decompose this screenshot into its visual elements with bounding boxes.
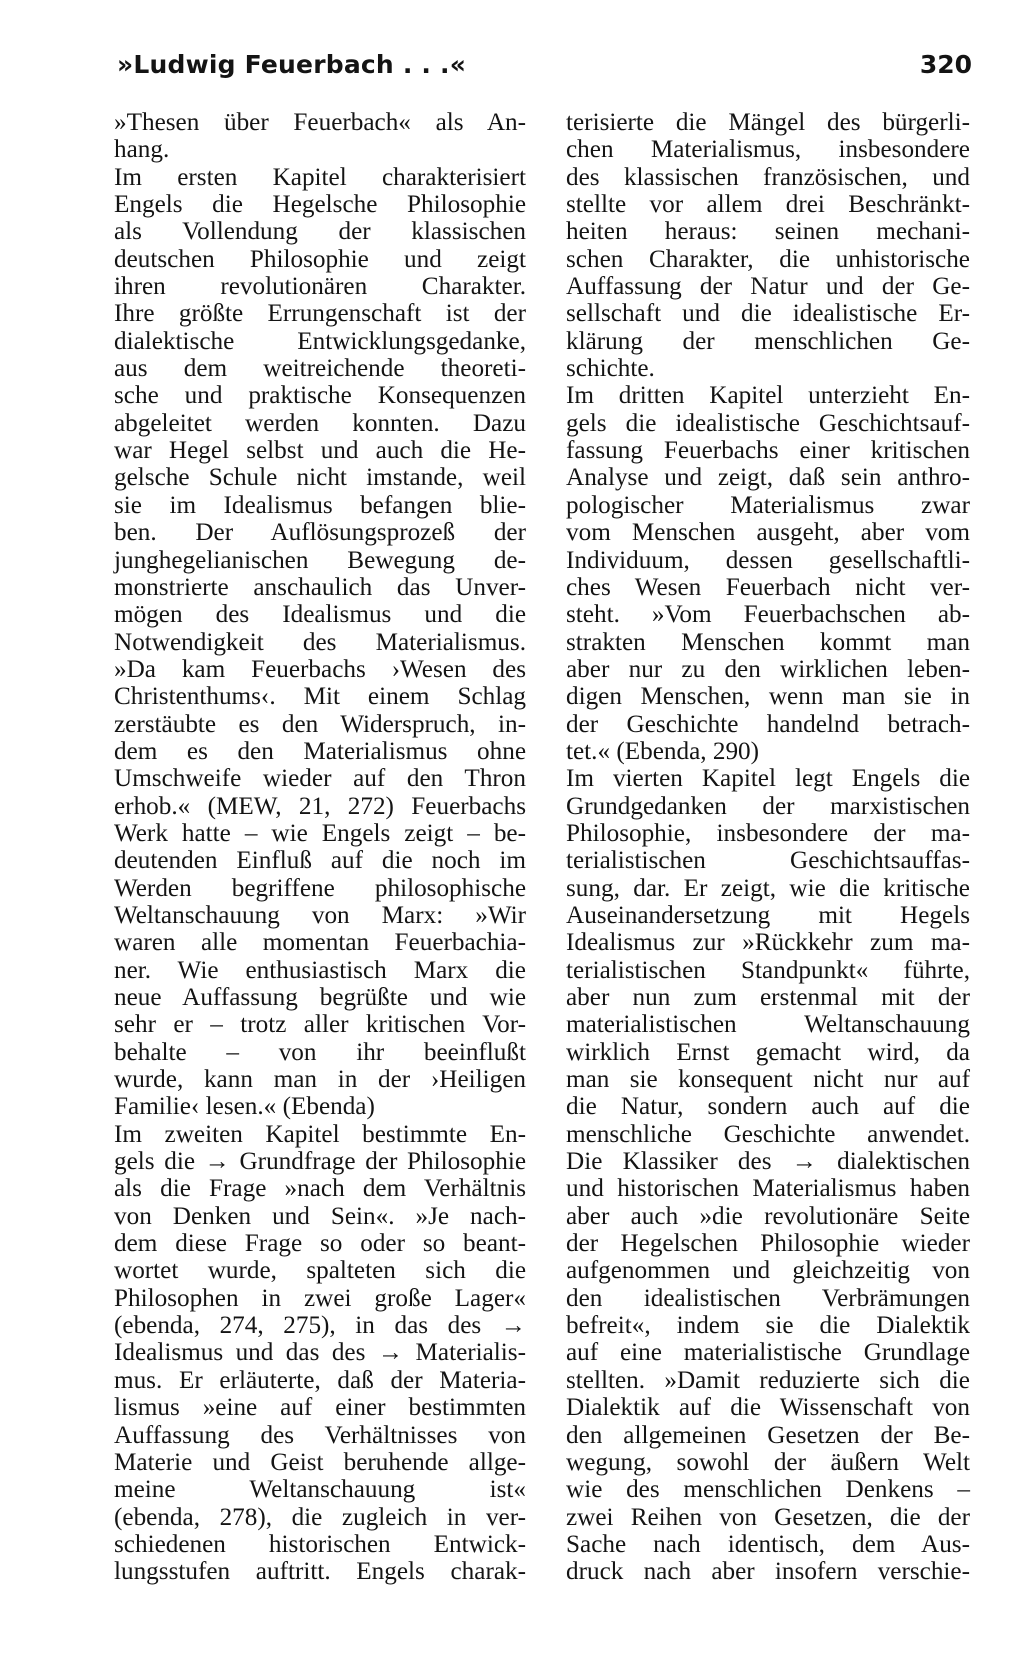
text-line: Ihre größte Errungenschaft ist der	[114, 300, 526, 328]
text-line: Im zweiten Kapitel bestimmte En-	[114, 1120, 526, 1148]
text-line: Christenthums‹. Mit einem Schlag	[114, 683, 526, 711]
text-line: ihren revolutionären Charakter.	[114, 273, 526, 301]
text-line: dem es den Materialismus ohne	[114, 737, 526, 765]
text-line: junghegelianischen Bewegung de-	[114, 546, 526, 574]
text-line: terialistischen Standpunkt« führte,	[566, 956, 970, 984]
text-line: Philosophie, insbesondere der ma-	[566, 819, 970, 847]
running-title: »Ludwig Feuerbach . . .«	[117, 50, 467, 79]
text-line: Auffassung des Verhältnisses von	[114, 1421, 526, 1449]
left-column	[114, 109, 526, 1586]
text-line: sie im Idealismus befangen blie-	[114, 491, 526, 519]
text-line: schichte.	[566, 355, 655, 383]
text-line: Engels die Hegelsche Philosophie	[114, 191, 526, 219]
text-line: und historischen Materialismus haben	[566, 1175, 970, 1203]
text-line: der Geschichte handelnd betrach-	[566, 710, 970, 738]
text-line: behalte – von ihr beeinflußt	[114, 1038, 526, 1066]
text-line: schiedenen historischen Entwick-	[114, 1530, 526, 1558]
text-line: ches Wesen Feuerbach nicht ver-	[566, 573, 970, 601]
text-line: chen Materialismus, insbesondere	[566, 136, 970, 164]
text-line: wie des menschlichen Denkens –	[566, 1476, 970, 1504]
text-line: tet.« (Ebenda, 290)	[566, 737, 760, 765]
text-line: von Denken und Sein«. »Je nach-	[114, 1202, 526, 1230]
text-line: waren alle momentan Feuerbachia-	[114, 929, 526, 957]
text-line: monstrierte anschaulich das Unver-	[114, 573, 526, 601]
text-line: Philosophen in zwei große Lager«	[114, 1284, 526, 1312]
text-line: dem diese Frage so oder so beant-	[114, 1230, 526, 1258]
text-line: war Hegel selbst und auch die He-	[114, 437, 526, 465]
text-line: »Da kam Feuerbachs ›Wesen des	[114, 655, 526, 683]
text-line: druck nach aber insofern verschie-	[566, 1558, 970, 1586]
text-line: aber auch »die revolutionäre Seite	[566, 1202, 970, 1230]
text-line: aufgenommen und gleichzeitig von	[566, 1257, 970, 1285]
text-line: der Hegelschen Philosophie wieder	[566, 1230, 970, 1258]
text-line: mus. Er erläuterte, daß der Materia-	[114, 1366, 526, 1394]
text-line: sung, dar. Er zeigt, wie die kritische	[566, 874, 970, 902]
text-line: Grundgedanken der marxistischen	[566, 792, 970, 820]
text-line: zerstäubte es den Widerspruch, in-	[114, 710, 526, 738]
text-line: (ebenda, 274, 275), in das des →	[114, 1312, 526, 1340]
text-line: Werk hatte – wie Engels zeigt – be-	[114, 819, 526, 847]
text-line: ner. Wie enthusiastisch Marx die	[114, 956, 526, 984]
text-line: Weltanschauung von Marx: »Wir	[114, 901, 526, 929]
text-line: ben. Der Auflösungsprozeß der	[114, 519, 526, 547]
text-line: terialistischen Geschichtsauffas-	[566, 847, 970, 875]
text-line: abgeleitet werden konnten. Dazu	[114, 409, 526, 437]
text-line: sche und praktische Konsequenzen	[114, 382, 526, 410]
text-line: aus dem weitreichende theoreti-	[114, 355, 526, 383]
text-line: gels die → Grundfrage der Philosophie	[114, 1148, 526, 1176]
text-line: Notwendigkeit des Materialismus.	[114, 628, 526, 656]
text-line: wirklich Ernst gemacht wird, da	[566, 1038, 970, 1066]
text-line: digen Menschen, wenn man sie in	[566, 683, 970, 711]
text-line: heiten heraus: seinen mechani-	[566, 218, 970, 246]
text-line: terisierte die Mängel des bürgerli-	[566, 109, 970, 136]
text-line: neue Auffassung begrüßte und wie	[114, 984, 526, 1011]
text-line: sellschaft und die idealistische Er-	[566, 300, 970, 328]
text-line: lungsstufen auftritt. Engels charak-	[114, 1558, 526, 1586]
text-line: dialektische Entwicklungsgedanke,	[114, 327, 526, 355]
text-line: hang.	[114, 136, 170, 164]
text-line: (ebenda, 278), die zugleich in ver-	[114, 1503, 526, 1531]
text-line: stellte vor allem drei Beschränkt-	[566, 191, 970, 219]
text-line: meine Weltanschauung ist«	[114, 1476, 526, 1504]
text-line: als Vollendung der klassischen	[114, 218, 526, 246]
text-line: Auffassung der Natur und der Ge-	[566, 273, 970, 301]
text-line: Umschweife wieder auf den Thron	[114, 765, 526, 793]
text-line: menschliche Geschichte anwendet.	[566, 1120, 970, 1148]
text-line: aber nun zum erstenmal mit der	[566, 984, 970, 1011]
right-column	[566, 109, 970, 1586]
text-line: pologischer Materialismus zwar	[566, 491, 970, 519]
text-line: Auseinandersetzung mit Hegels	[566, 901, 970, 929]
text-line: klärung der menschlichen Ge-	[566, 327, 970, 355]
text-line: steht. »Vom Feuerbachschen ab-	[566, 601, 970, 629]
text-line: die Natur, sondern auch auf die	[566, 1093, 970, 1121]
text-line: fassung Feuerbachs einer kritischen	[566, 437, 970, 465]
text-line: vom Menschen ausgeht, aber vom	[566, 519, 970, 547]
text-line: gelsche Schule nicht imstande, weil	[114, 464, 526, 492]
text-line: Analyse und zeigt, daß sein anthro-	[566, 464, 970, 492]
text-line: sehr er – trotz aller kritischen Vor-	[114, 1011, 526, 1039]
text-line: Im vierten Kapitel legt Engels die	[566, 765, 970, 793]
text-line: wortet wurde, spalteten sich die	[114, 1257, 526, 1285]
text-line: des klassischen französischen, und	[566, 163, 970, 191]
text-line: »Thesen über Feuerbach« als An-	[114, 109, 526, 136]
text-line: Individuum, dessen gesellschaftli-	[566, 546, 970, 574]
text-line: Werden begriffene philosophische	[114, 874, 526, 902]
text-line: mögen des Idealismus und die	[114, 601, 526, 629]
text-line: Familie‹ lesen.« (Ebenda)	[114, 1093, 375, 1121]
text-line: Idealismus zur »Rückkehr zum ma-	[566, 929, 970, 957]
text-line: Materie und Geist beruhende allge-	[114, 1448, 526, 1476]
text-line: stellten. »Damit reduzierte sich die	[566, 1366, 970, 1394]
text-line: materialistischen Weltanschauung	[566, 1011, 970, 1039]
text-line: aber nur zu den wirklichen leben-	[566, 655, 970, 683]
text-line: befreit«, indem sie die Dialektik	[566, 1312, 970, 1340]
text-line: erhob.« (MEW, 21, 272) Feuerbachs	[114, 792, 526, 820]
text-line: deutenden Einfluß auf die noch im	[114, 847, 526, 875]
text-line: Idealismus und das des → Materialis-	[114, 1339, 526, 1367]
text-line: gels die idealistische Geschichtsauf-	[566, 409, 970, 437]
text-line: den allgemeinen Gesetzen der Be-	[566, 1421, 970, 1449]
text-line: Im dritten Kapitel unterzieht En-	[566, 382, 970, 410]
text-line: Im ersten Kapitel charakterisiert	[114, 163, 526, 191]
text-line: wurde, kann man in der ›Heiligen	[114, 1066, 526, 1094]
text-line: schen Charakter, die unhistorische	[566, 245, 970, 273]
text-line: Die Klassiker des → dialektischen	[566, 1148, 970, 1176]
text-line: als die Frage »nach dem Verhältnis	[114, 1175, 526, 1203]
text-line: wegung, sowohl der äußern Welt	[566, 1448, 970, 1476]
text-line: auf eine materialistische Grundlage	[566, 1339, 970, 1367]
text-line: den idealistischen Verbrämungen	[566, 1284, 970, 1312]
text-line: man sie konsequent nicht nur auf	[566, 1066, 970, 1094]
text-line: Dialektik auf die Wissenschaft von	[566, 1394, 970, 1422]
text-line: deutschen Philosophie und zeigt	[114, 245, 526, 273]
text-line: strakten Menschen kommt man	[566, 628, 970, 656]
text-line: lismus »eine auf einer bestimmten	[114, 1394, 526, 1422]
page-number: 320	[919, 50, 972, 79]
text-line: zwei Reihen von Gesetzen, die der	[566, 1503, 970, 1531]
text-line: Sache nach identisch, dem Aus-	[566, 1530, 970, 1558]
